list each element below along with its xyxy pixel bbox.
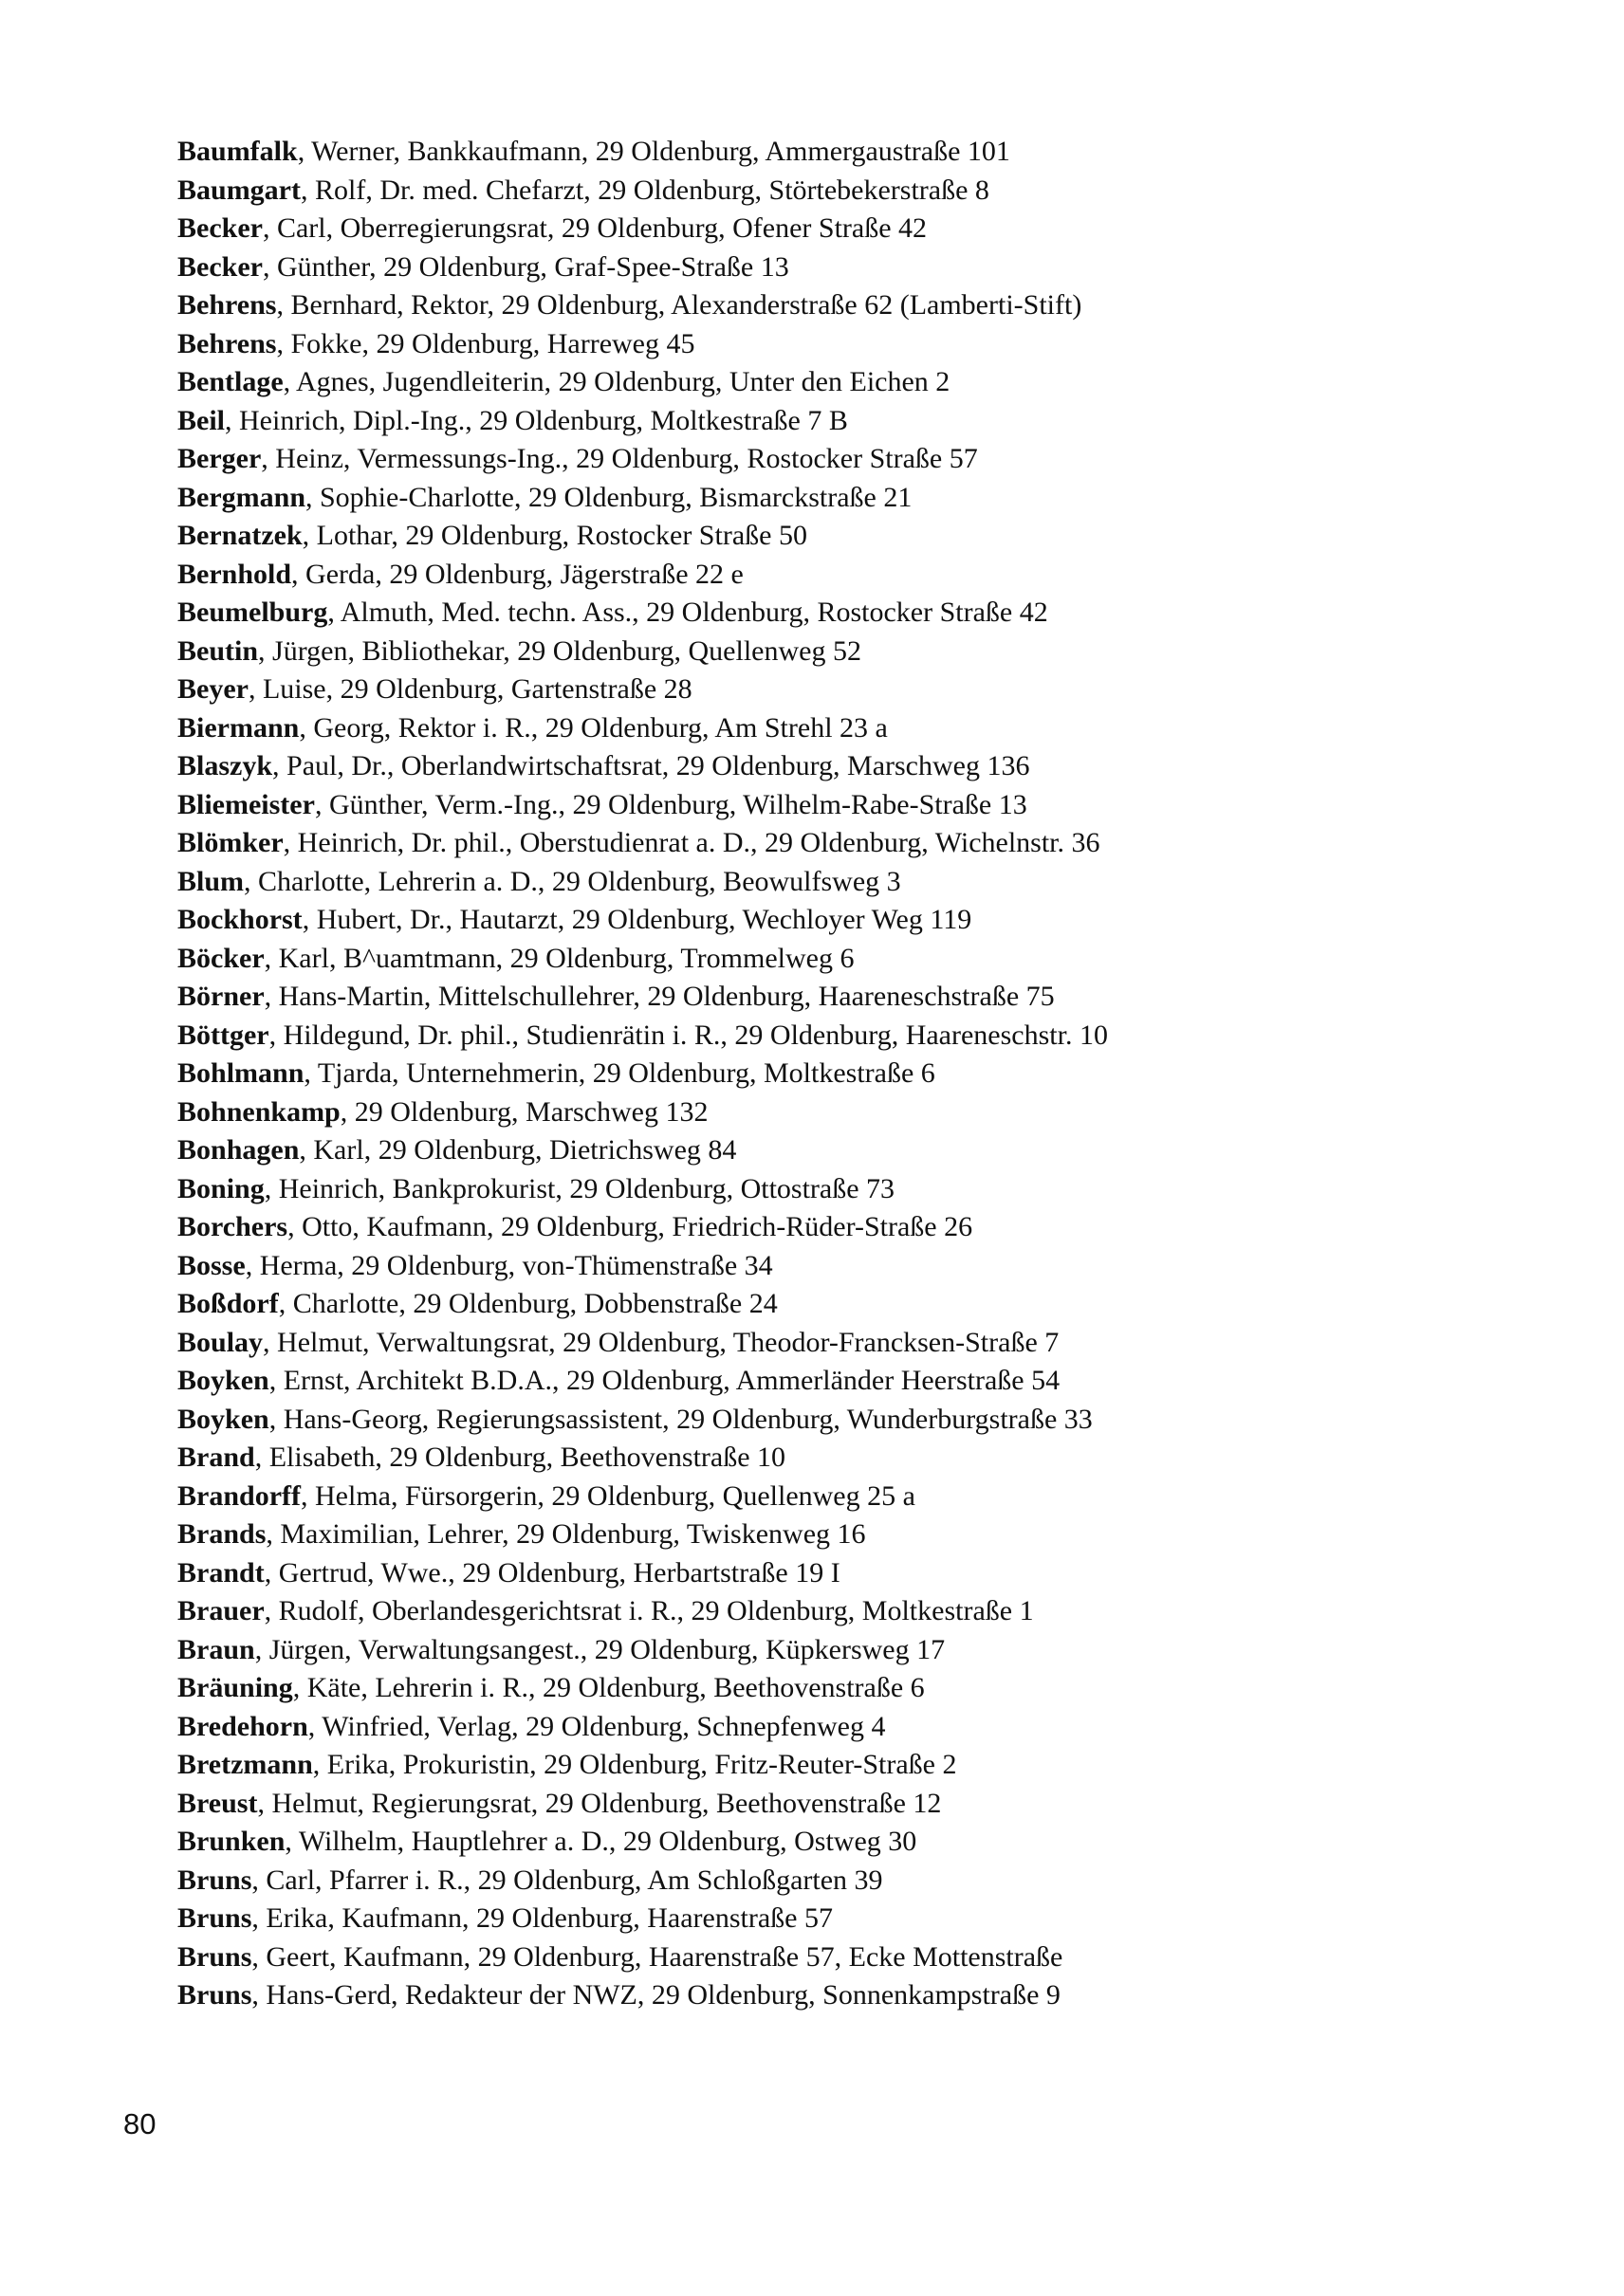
entry-surname: Breust [177, 1787, 258, 1819]
entry-surname: Bosse [177, 1249, 246, 1281]
entry-details: , Rudolf, Oberlandesgerichtsrat i. R., 29 Oldenburg, Moltkestraße 1 [264, 1595, 1034, 1626]
entry-details: , Hans-Gerd, Redakteur der NWZ, 29 Oldenburg, Sonnenkampstraße 9 [251, 1979, 1061, 2011]
entry-details: , Geert, Kaufmann, 29 Oldenburg, Haarenstraße 57, Ecke Mottenstraße [251, 1940, 1063, 1973]
entry-surname: Brandorff [177, 1479, 301, 1512]
directory-entry [177, 286, 1524, 325]
entry-surname: Bruns [177, 1902, 252, 1934]
directory-entry [177, 1170, 1524, 1209]
directory-entry [177, 1247, 1524, 1286]
directory-entry [177, 1093, 1524, 1132]
entry-details: , Helmut, Regierungsrat, 29 Oldenburg, Beethovenstraße 12 [257, 1787, 942, 1819]
directory-entry [177, 1708, 1524, 1747]
entry-surname: Bonhagen [177, 1134, 300, 1166]
entry-surname: Brands [177, 1518, 267, 1550]
directory-entry [177, 1823, 1524, 1862]
entry-details: , Gertrud, Wwe., 29 Oldenburg, Herbartstraße 19 I [264, 1556, 840, 1589]
entry-surname: Bruns [177, 1864, 252, 1896]
directory-entry [177, 594, 1524, 633]
entry-surname: Becker [177, 212, 263, 244]
entry-surname: Bockhorst [177, 904, 303, 935]
entry-surname: Brauer [177, 1595, 265, 1626]
directory-entry [177, 1900, 1524, 1938]
entry-surname: Bruns [177, 1940, 252, 1973]
entry-details: , Helmut, Verwaltungsrat, 29 Oldenburg, Theodor-Francksen-Straße 7 [263, 1326, 1060, 1358]
directory-entry [177, 1401, 1524, 1440]
entry-details: , Wilhelm, Hauptlehrer a. D., 29 Oldenburg, Ostweg 30 [285, 1826, 917, 1857]
directory-entry [177, 1669, 1524, 1708]
entry-surname: Borchers [177, 1211, 288, 1242]
entry-surname: Bräuning [177, 1672, 293, 1703]
directory-entry [177, 1862, 1524, 1901]
directory-entry [177, 1785, 1524, 1824]
directory-entry [177, 940, 1524, 979]
entry-surname: Boßdorf [177, 1288, 279, 1319]
entry-surname: Behrens [177, 327, 277, 359]
entry-surname: Bernhold [177, 558, 292, 590]
entry-surname: Behrens [177, 289, 277, 321]
entry-surname: Brandt [177, 1556, 265, 1589]
entry-details: , Erika, Kaufmann, 29 Oldenburg, Haarenstraße 57 [251, 1902, 833, 1934]
entry-surname: Bentlage [177, 366, 284, 397]
directory-entry [177, 670, 1524, 709]
entry-surname: Beumelburg [177, 597, 328, 628]
entry-details: , Ernst, Architekt B.D.A., 29 Oldenburg, Ammerländer Heerstraße 54 [268, 1365, 1061, 1396]
entry-details: , Heinrich, Dipl.-Ing., 29 Oldenburg, Moltkestraße 7 B [225, 404, 848, 436]
entry-surname: Blaszyk [177, 750, 273, 781]
entry-details: , Jürgen, Bibliothekar, 29 Oldenburg, Quellenweg 52 [258, 634, 861, 667]
directory-entry [177, 172, 1524, 211]
entry-details: , Käte, Lehrerin i. R., 29 Oldenburg, Beethovenstraße 6 [292, 1672, 925, 1703]
entry-surname: Beutin [177, 634, 259, 667]
entry-surname: Beyer [177, 673, 249, 705]
entry-details: , Fokke, 29 Oldenburg, Harreweg 45 [276, 327, 695, 359]
entry-surname: Brand [177, 1442, 255, 1473]
entry-details: , Jürgen, Verwaltungsangest., 29 Oldenburg, Küpkersweg 17 [254, 1633, 946, 1665]
entry-surname: Berger [177, 443, 262, 474]
directory-entry [177, 1017, 1524, 1056]
directory-entry [177, 863, 1524, 902]
directory-entry [177, 133, 1524, 172]
entry-surname: Böcker [177, 942, 265, 974]
entry-details: , Bernhard, Rektor, 29 Oldenburg, Alexanderstraße 62 (Lamberti-Stift) [276, 289, 1082, 321]
entry-surname: Bohnenkamp [177, 1095, 341, 1128]
directory-entry [177, 633, 1524, 671]
directory-entry [177, 1746, 1524, 1785]
directory-entry [177, 1362, 1524, 1401]
directory-entry [177, 1285, 1524, 1324]
directory-entry [177, 440, 1524, 479]
entry-surname: Boning [177, 1172, 265, 1204]
directory-entry [177, 786, 1524, 825]
directory-entry [177, 709, 1524, 748]
entry-details: , Elisabeth, 29 Oldenburg, Beethovenstraße 10 [254, 1442, 786, 1473]
entry-details: , Georg, Rektor i. R., 29 Oldenburg, Am Strehl 23 a [299, 711, 888, 744]
entry-surname: Blömker [177, 827, 284, 858]
entry-details: , Tjarda, Unternehmerin, 29 Oldenburg, Moltkestraße 6 [304, 1057, 935, 1089]
entry-details: , Luise, 29 Oldenburg, Gartenstraße 28 [248, 673, 692, 705]
entry-surname: Börner [177, 981, 265, 1012]
entry-details: , Charlotte, 29 Oldenburg, Dobbenstraße 24 [278, 1288, 778, 1319]
directory-entry [177, 556, 1524, 595]
entry-details: , Heinz, Vermessungs-Ing., 29 Oldenburg, Rostocker Straße 57 [261, 443, 978, 474]
entry-surname: Biermann [177, 711, 300, 744]
entry-details: , Almuth, Med. techn. Ass., 29 Oldenburg, Rostocker Straße 42 [327, 597, 1048, 628]
directory-entry [177, 248, 1524, 287]
entry-surname: Beil [177, 404, 225, 436]
directory-entry [177, 1515, 1524, 1554]
directory-entry [177, 1208, 1524, 1247]
entry-details: , Charlotte, Lehrerin a. D., 29 Oldenburg, Beowulfsweg 3 [244, 865, 901, 897]
directory-entry [177, 1554, 1524, 1593]
entry-details: , Otto, Kaufmann, 29 Oldenburg, Friedrich-Rüder-Straße 26 [287, 1211, 973, 1242]
entry-details: , Günther, 29 Oldenburg, Graf-Spee-Straße 13 [262, 250, 789, 283]
directory-entry [177, 1592, 1524, 1631]
entry-details: , Hubert, Dr., Hautarzt, 29 Oldenburg, Wechloyer Weg 119 [302, 904, 972, 935]
entry-details: , Erika, Prokuristin, 29 Oldenburg, Fritz-Reuter-Straße 2 [312, 1749, 957, 1780]
directory-entry [177, 1631, 1524, 1670]
entry-details: , Heinrich, Bankprokurist, 29 Oldenburg, Ottostraße 73 [264, 1172, 895, 1204]
entry-surname: Boyken [177, 1403, 269, 1435]
directory-entry [177, 1478, 1524, 1516]
entry-details: , Helma, Fürsorgerin, 29 Oldenburg, Quellenweg 25 a [301, 1479, 915, 1512]
directory-entry [177, 402, 1524, 441]
entry-surname: Bliemeister [177, 788, 315, 820]
entry-details: , Günther, Verm.-Ing., 29 Oldenburg, Wilhelm-Rabe-Straße 13 [314, 788, 1027, 820]
entry-surname: Baumgart [177, 174, 301, 206]
directory-entry [177, 1055, 1524, 1093]
entry-details: , Karl, B^uamtmann, 29 Oldenburg, Trommelweg 6 [264, 942, 855, 974]
page-number: 80 [123, 2107, 157, 2140]
directory-entry [177, 901, 1524, 940]
entry-details: , Hildegund, Dr. phil., Studienrätin i. R., 29 Oldenburg, Haareneschstr. 10 [268, 1019, 1108, 1051]
directory-entry [177, 1439, 1524, 1478]
entry-details: , Herma, 29 Oldenburg, von-Thümenstraße 34 [245, 1249, 773, 1281]
directory-entry [177, 517, 1524, 556]
entry-surname: Bernatzek [177, 520, 303, 551]
entry-details: , 29 Oldenburg, Marschweg 132 [340, 1095, 709, 1128]
directory-entry [177, 479, 1524, 518]
directory-entry [177, 824, 1524, 863]
directory-entry [177, 210, 1524, 248]
entry-details: , Hans-Georg, Regierungsassistent, 29 Oldenburg, Wunderburgstraße 33 [268, 1403, 1093, 1435]
entry-details: , Rolf, Dr. med. Chefarzt, 29 Oldenburg, Störtebekerstraße 8 [301, 174, 989, 206]
entry-surname: Bohlmann [177, 1057, 304, 1089]
directory-entry [177, 1938, 1524, 1977]
entry-surname: Bretzmann [177, 1749, 313, 1780]
directory-list [177, 133, 1524, 2015]
directory-entry [177, 1131, 1524, 1170]
entry-details: , Carl, Pfarrer i. R., 29 Oldenburg, Am Schloßgarten 39 [251, 1864, 883, 1896]
entry-details: , Maximilian, Lehrer, 29 Oldenburg, Twiskenweg 16 [266, 1518, 866, 1550]
entry-details: , Hans-Martin, Mittelschullehrer, 29 Oldenburg, Haareneschstraße 75 [264, 981, 1055, 1012]
entry-surname: Boulay [177, 1326, 264, 1358]
entry-details: , Karl, 29 Oldenburg, Dietrichsweg 84 [299, 1134, 737, 1166]
entry-surname: Becker [177, 250, 263, 283]
entry-surname: Braun [177, 1633, 255, 1665]
entry-details: , Heinrich, Dr. phil., Oberstudienrat a. D., 29 Oldenburg, Wichelnstr. 36 [283, 827, 1100, 858]
entry-surname: Brunken [177, 1826, 286, 1857]
directory-entry [177, 1976, 1524, 2015]
entry-details: , Agnes, Jugendleiterin, 29 Oldenburg, Unter den Eichen 2 [283, 366, 950, 397]
entry-surname: Bergmann [177, 481, 305, 513]
directory-entry [177, 325, 1524, 364]
entry-surname: Bruns [177, 1979, 252, 2011]
directory-entry [177, 747, 1524, 786]
directory-entry [177, 1324, 1524, 1363]
directory-entry [177, 978, 1524, 1017]
entry-details: , Werner, Bankkaufmann, 29 Oldenburg, Ammergaustraße 101 [297, 136, 1010, 167]
directory-entry [177, 363, 1524, 402]
entry-surname: Bredehorn [177, 1710, 308, 1742]
entry-details: , Carl, Oberregierungsrat, 29 Oldenburg, Ofener Straße 42 [262, 212, 928, 244]
entry-surname: Böttger [177, 1019, 269, 1051]
entry-surname: Baumfalk [177, 136, 298, 167]
entry-surname: Boyken [177, 1365, 269, 1396]
entry-details: , Paul, Dr., Oberlandwirtschaftsrat, 29 Oldenburg, Marschweg 136 [272, 750, 1030, 781]
entry-surname: Blum [177, 865, 245, 897]
entry-details: , Sophie-Charlotte, 29 Oldenburg, Bismarckstraße 21 [305, 481, 913, 513]
entry-details: , Lothar, 29 Oldenburg, Rostocker Straße 50 [302, 520, 807, 551]
entry-details: , Winfried, Verlag, 29 Oldenburg, Schnepfenweg 4 [307, 1710, 886, 1742]
entry-details: , Gerda, 29 Oldenburg, Jägerstraße 22 e [291, 558, 744, 590]
